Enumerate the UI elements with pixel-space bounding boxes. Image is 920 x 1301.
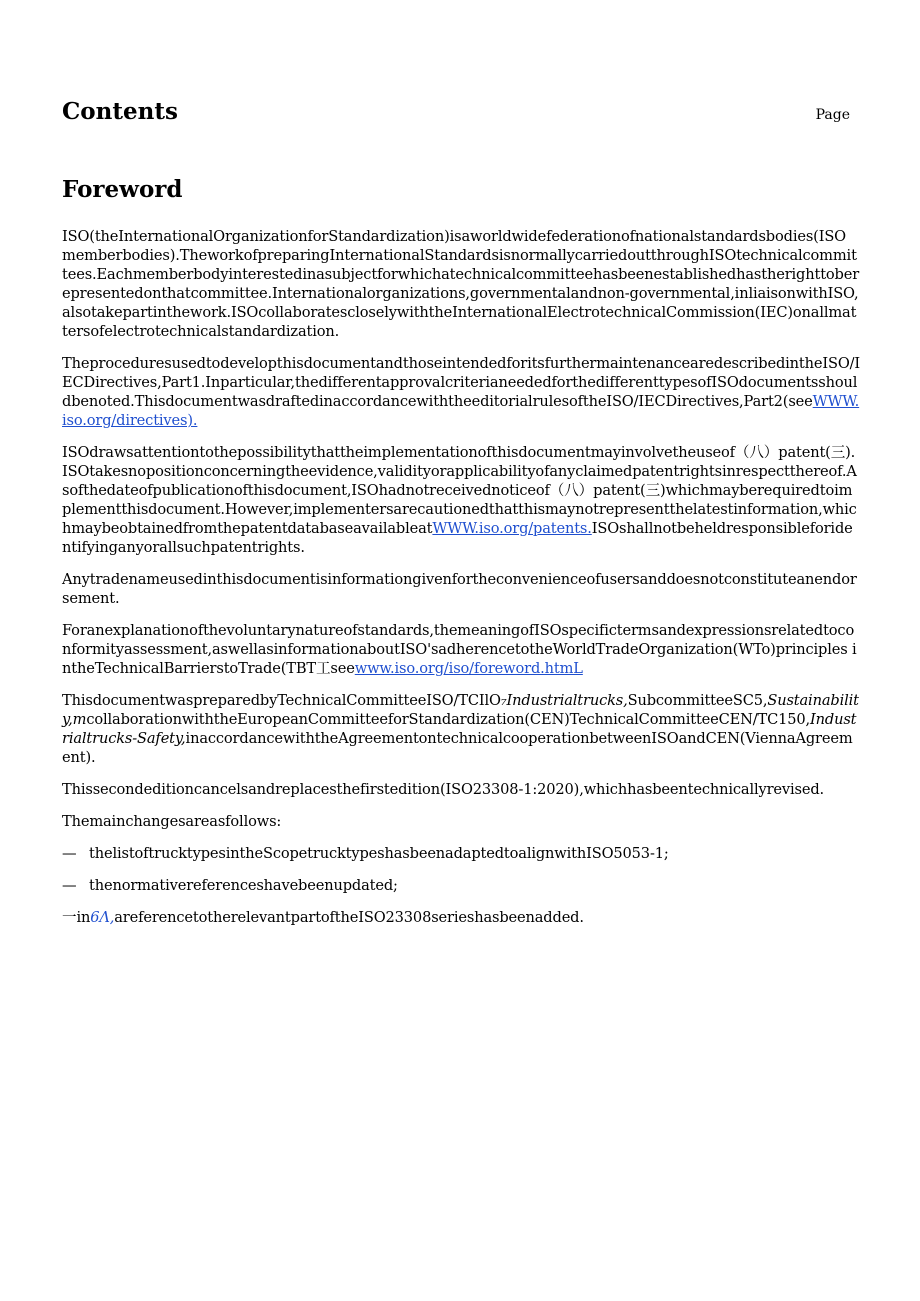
- foreword-paragraph-patents: [62, 443, 860, 557]
- vienna-agreement-text: inaccordancewiththeAgreementontechnicalcooperationbetweenISOandCEN(ViennaAgreement).: [62, 730, 853, 766]
- directives-link[interactable]: WWW.iso.org/directives).: [62, 393, 860, 429]
- contents-heading: Contents: [62, 98, 178, 125]
- change-list-item: [62, 876, 860, 895]
- voluntary-nature-text: Foranexplanationofthevoluntarynatureofstandards,themeaningofISOspecifictermsandexpressionsrelatedtoconformityassessment,aswellasinformationaboutISO'sadherencetotheWorldTradeOrganization(WTo)principles intheTechnicalBarrierstoTrade(TBT工see: [62, 622, 857, 677]
- committee-title-industrial-trucks: ₇Industrialtrucks,: [500, 692, 628, 709]
- foreword-body: [62, 227, 860, 940]
- contents-header: [62, 96, 850, 130]
- change-list-item-text: thelistoftrucktypesintheScopetrucktypeshasbeenadaptedtoalignwithISO5053-1;: [89, 845, 669, 862]
- foreword-heading: Foreword: [62, 176, 183, 203]
- cen-title-industrial-trucks-safety: Industrialtrucks-Safety,: [62, 711, 857, 747]
- change-list-item: [62, 844, 860, 863]
- foreword-paragraph-changes-intro: Themainchangesareasfollows:: [62, 813, 282, 830]
- foreword-info-link[interactable]: www.iso.org/iso/foreword.htmL: [354, 660, 583, 677]
- procedures-text: TheproceduresusedtodevelopthisdocumentandthoseintendedforitsfurthermaintenancearedescribedintheISO/IECDirectives,Part1.Inparticular,thedifferentapprovalcriterianeededforthedifferenttypesofISOdocumentsshouldbenoted.ThisdocumentwasdraftedinaccordancewiththeeditorialrulesoftheISO/IECDirectives,Part2(see: [62, 355, 861, 410]
- foreword-paragraph-voluntary-nature: [62, 621, 860, 678]
- committee-text: ThisdocumentwaspreparedbyTechnicalCommitteeISO/TCIlO: [62, 692, 501, 709]
- subcommittee-title-sustainability: Sustainability,m: [62, 692, 859, 728]
- change-list-item: [62, 908, 860, 927]
- foreword-paragraph-edition: Thissecondeditioncancelsandreplacesthefirstedition(ISO23308-1:2020),whichhasbeentechnicallyrevised.: [62, 781, 825, 798]
- foreword-paragraph-committee: [62, 691, 860, 767]
- foreword-paragraph-trade-name: Anytradenameusedinthisdocumentisinformationgivenfortheconvenienceofusersanddoesnotconstituteanendorsement.: [62, 571, 857, 607]
- patents-link[interactable]: WWW.iso.org/patents.: [432, 520, 592, 537]
- subcommittee-text: SubcommitteeSC5,: [627, 692, 768, 709]
- cen-collaboration-text: collaborationwiththeEuropeanCommitteeforStandardization(CEN)TechnicalCommitteeCEN/TC150,: [86, 711, 811, 728]
- dash-marker: —: [62, 845, 77, 862]
- page-column-label: Page: [815, 107, 850, 123]
- change-list-item-prefix: 一in: [62, 909, 91, 926]
- foreword-paragraph-iso-intro: ISO(theInternationalOrganizationforStandardization)isaworldwidefederationofnationalstandardsbodies(ISO memberbodies).TheworkofpreparingInternationalStandardsisnormallycarriedoutthroughISOtechnicalcommittees.Eachmemberbodyinterestedinasubjectforwhichatechnicalcommitteehasbeenestablishedhastherighttoberepresentedonthatcommittee.Internationalorganizations,governmentalandnon-governmental,inliaisonwithISO,alsotakepartinthework.ISOcollaboratescloselywiththeInternationalElectrotechnicalCommission(IEC)onallmattersofelectrotechnicalstandardization.: [62, 228, 860, 340]
- foreword-paragraph-procedures: [62, 354, 860, 430]
- patents-text: ISOdrawsattentiontothepossibilitythattheimplementationofthisdocumentmayinvolvetheuseof（八）patent(三).ISOtakesnopositionconcerningtheevidence,validityorapplicabilityofanyclaimedpatentrightsinrespectthereof.Asofthedateofpublicationofthisdocument,ISOhadnotreceivednoticeof（八）patent(三)whichmayberequiredtoimplementthisdocument.However,implementersarecautionedthatthismaynotrepresentthelatestinformation,whichmaybeobtainedfromthepatentdatabaseavailableat: [62, 444, 857, 537]
- change-list-item-text: thenormativereferenceshavebeenupdated;: [89, 877, 398, 894]
- clause-reference-link[interactable]: 6Λ,: [90, 909, 115, 926]
- dash-marker: —: [62, 877, 77, 894]
- patents-text-end: ISOshallnotbeheldresponsibleforidentifyinganyorallsuchpatentrights.: [62, 520, 853, 556]
- change-list-item-text: areferencetotherelevantpartoftheISO23308serieshasbeenadded.: [114, 909, 584, 926]
